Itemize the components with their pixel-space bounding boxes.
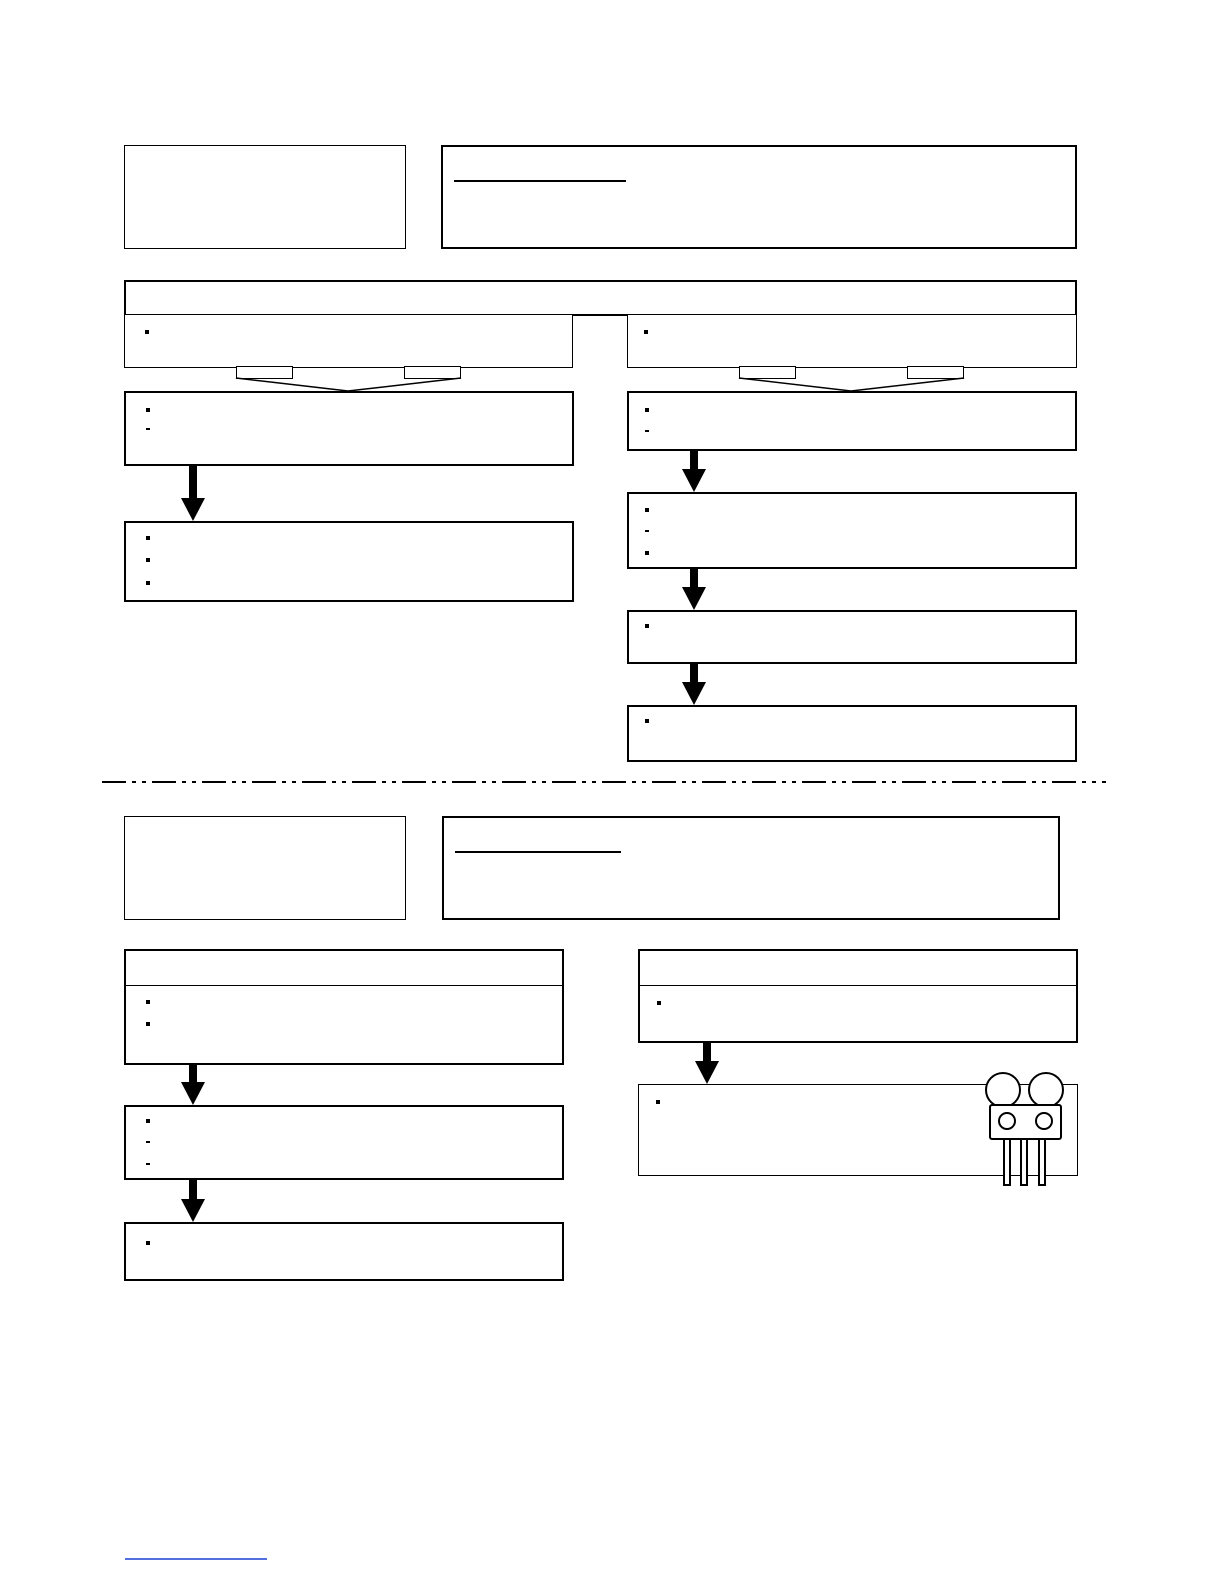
upper-right-merge-connector (739, 378, 964, 391)
pressure-gauge-manifold-icon (986, 1073, 1063, 1185)
arrow-down-icon (682, 451, 706, 492)
arrow-down-icon (682, 664, 706, 705)
arrow-down-icon (181, 466, 205, 521)
arrow-down-icon (682, 569, 706, 610)
arrow-down-icon (181, 1180, 205, 1222)
arrow-down-icon (181, 1065, 205, 1105)
upper-left-merge-connector (236, 378, 461, 391)
arrow-down-icon (695, 1043, 719, 1084)
